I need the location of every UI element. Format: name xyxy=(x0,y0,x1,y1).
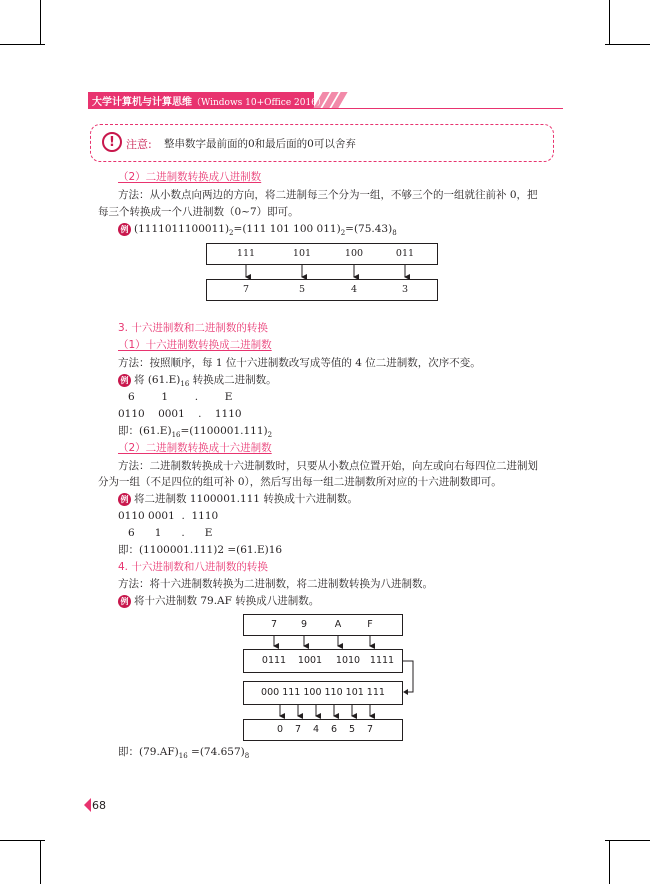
example-expr: =(75.43) xyxy=(345,223,393,235)
binary-group: 1111 xyxy=(369,655,395,666)
example-line xyxy=(118,594,319,608)
subsection-heading: （1）十六进制数转换成二进制数 xyxy=(118,339,272,351)
section-heading: 3. 十六进制数和二进制数的转换 xyxy=(118,322,268,334)
result-expr: =(1100001.111) xyxy=(180,425,268,437)
crop-mark xyxy=(609,840,610,884)
hex-digit: 7 xyxy=(270,619,278,630)
binary-group: 0111 xyxy=(261,655,287,666)
subscript: 8 xyxy=(244,752,250,761)
result-line: 即：(1100001.111)2 =(61.E)16 xyxy=(118,544,283,556)
crop-mark xyxy=(605,840,650,841)
example-badge: 例 xyxy=(118,595,131,608)
crop-mark xyxy=(605,44,650,45)
example-expr: =(111 101 100 011) xyxy=(233,223,341,235)
subscript: 2 xyxy=(229,229,234,238)
hex-digit: F xyxy=(367,619,373,630)
hex-digit: A xyxy=(334,619,342,630)
example-line xyxy=(118,492,358,506)
section-heading: （2）二进制数转换成八进制数 xyxy=(118,171,262,183)
subscript: 16 xyxy=(180,380,190,389)
result-expr: 即：(79.AF) xyxy=(118,746,179,758)
binary-group: 1001 xyxy=(297,655,323,666)
diagram-cell: 011 xyxy=(395,248,415,259)
subscript: 16 xyxy=(178,752,188,761)
book-title-sub: （Windows 10+Office 2016） xyxy=(192,98,326,108)
page-number: 68 xyxy=(92,799,106,812)
book-title-main: 大学计算机与计算思维 xyxy=(92,97,192,108)
octal-digit: 0 xyxy=(276,724,284,735)
diagram-arrows xyxy=(243,636,403,650)
octal-digit: 5 xyxy=(348,724,356,735)
conversion-digits: 6 1 . E xyxy=(128,391,233,403)
method-text: 方法：将十六进制数转换为二进制数，将二进制数转换为八进制数。 xyxy=(118,578,433,590)
octal-digit: 7 xyxy=(294,724,302,735)
diagram-cell: 3 xyxy=(401,284,409,295)
diagram-cell: 111 xyxy=(236,248,256,259)
subscript: 16 xyxy=(171,431,181,440)
subsection-heading: （2）二进制数转换成十六进制数 xyxy=(118,442,272,454)
note-text: 整串数字最前面的0和最后面的0可以舍弃 xyxy=(164,138,356,150)
method-text: 分为一组（不足四位的组可补 0），然后写出每一组二进制数所对应的十六进制数即可。 xyxy=(98,476,502,488)
crop-mark xyxy=(0,840,45,841)
conversion-bits: 0110 0001 . 1110 xyxy=(118,408,242,420)
note-label: 注意: xyxy=(126,138,152,151)
example-line xyxy=(118,222,397,240)
diagram-cell: 4 xyxy=(350,284,358,295)
result-line xyxy=(118,745,249,763)
octal-digit: 4 xyxy=(312,724,320,735)
diagram-cell: 101 xyxy=(292,248,312,259)
diagram-cell: 7 xyxy=(242,284,250,295)
section-heading: 4. 十六进制数和八进制数的转换 xyxy=(118,561,268,573)
header-rule xyxy=(88,108,563,109)
crop-mark xyxy=(609,0,610,45)
example-line xyxy=(118,373,277,391)
diagram-cell: 100 xyxy=(344,248,364,259)
regrouped-bits: 000 111 100 110 101 111 xyxy=(261,687,385,698)
example-expr: 将 (61.E) xyxy=(134,374,181,386)
result-expr: 即：(61.E) xyxy=(118,425,172,437)
example-badge: 例 xyxy=(118,374,131,387)
method-text: 方法：按照顺序，每 1 位十六进制数改写成等值的 4 位二进制数，次序不变。 xyxy=(118,357,481,369)
crop-mark xyxy=(0,44,45,45)
example-expr: 将二进制数 1100001.111 转换成十六进制数。 xyxy=(134,493,358,505)
binary-group: 1010 xyxy=(335,655,361,666)
exclamation-icon: ! xyxy=(102,132,122,152)
regroup-connector xyxy=(403,658,417,698)
subscript: 2 xyxy=(340,229,346,238)
octal-digit: 7 xyxy=(366,724,374,735)
result-expr: =(74.657) xyxy=(187,746,245,758)
crop-mark xyxy=(40,0,41,45)
example-expr: (1111011100011) xyxy=(134,223,230,235)
example-badge: 例 xyxy=(118,223,131,236)
conversion-bits: 0110 0001 . 1110 xyxy=(118,510,219,522)
subscript: 8 xyxy=(392,229,397,238)
subscript: 2 xyxy=(267,431,273,440)
crop-mark xyxy=(40,840,41,884)
page-tab-marker xyxy=(84,798,91,812)
method-text: 每三个转换成一个八进制数（0~7）即可。 xyxy=(98,206,299,218)
method-text: 方法：二进制数转换成十六进制数时，只要从小数点位置开始，向左或向右每四位二进制划 xyxy=(118,460,538,472)
book-title xyxy=(92,93,326,108)
example-badge: 例 xyxy=(118,493,131,506)
example-expr: 将十六进制数 79.AF 转换成八进制数。 xyxy=(134,595,320,607)
conversion-digits: 6 1 . E xyxy=(128,527,213,539)
example-expr: 转换成二进制数。 xyxy=(189,374,277,386)
hex-digit: 9 xyxy=(300,619,308,630)
result-line xyxy=(118,424,272,442)
diagram-cell: 5 xyxy=(298,284,306,295)
method-text: 方法：从小数点向两边的方向，将二进制每三个分为一组，不够三个的一组就往前补 0，把 xyxy=(118,189,538,201)
octal-digit: 6 xyxy=(330,724,338,735)
